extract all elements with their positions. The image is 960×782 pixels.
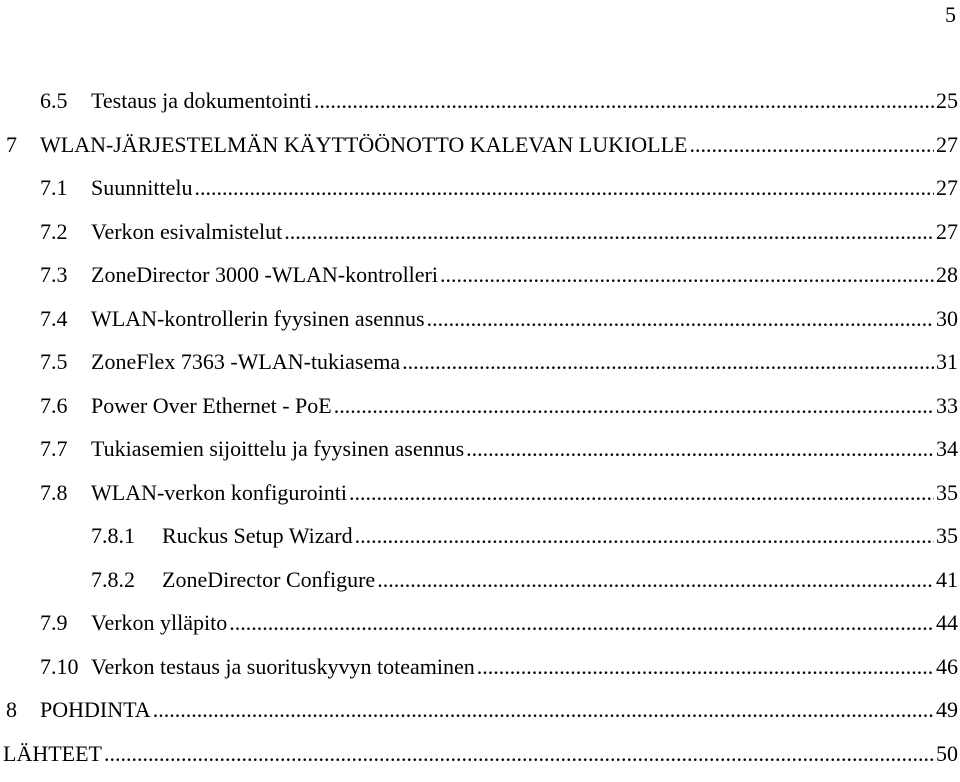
toc-entry-number: 7.9 — [40, 608, 91, 638]
toc-entry-title: Power Over Ethernet - PoE — [91, 391, 334, 421]
toc-entry[interactable] — [0, 695, 960, 739]
toc-entry[interactable] — [0, 608, 960, 652]
toc-entry-page: 31 — [934, 347, 960, 377]
toc-entry-title: Verkon ylläpito — [91, 608, 229, 638]
toc-dot-leader — [440, 260, 934, 290]
toc-entry-title: ZoneDirector 3000 -WLAN-kontrolleri — [91, 260, 440, 290]
toc-entry-page: 49 — [934, 695, 960, 725]
toc-entry[interactable] — [0, 217, 960, 261]
toc-dot-leader — [427, 304, 934, 334]
toc-entry-title: LÄHTEET — [3, 739, 104, 769]
toc-entry-page: 25 — [934, 86, 960, 116]
toc-entry-title: Ruckus Setup Wizard — [162, 521, 355, 551]
toc-entry-page: 44 — [934, 608, 960, 638]
toc-entry-number: 7.3 — [40, 260, 91, 290]
toc-entry[interactable] — [0, 565, 960, 609]
toc-dot-leader — [314, 86, 934, 116]
toc-entry-number: 7.5 — [40, 347, 91, 377]
toc-entry-page: 27 — [934, 173, 960, 203]
toc-entry-page: 27 — [934, 217, 960, 247]
toc-entry-number: 7.8.2 — [91, 565, 162, 595]
toc-entry-page: 35 — [934, 521, 960, 551]
toc-entry-page: 50 — [934, 739, 960, 769]
toc-dot-leader — [402, 347, 934, 377]
toc-entry-number: 7.4 — [40, 304, 91, 334]
toc-entry-number: 7.6 — [40, 391, 91, 421]
toc-entry-page: 33 — [934, 391, 960, 421]
toc-entry[interactable] — [0, 86, 960, 130]
toc-entry-number: 7.1 — [40, 173, 91, 203]
toc-entry[interactable] — [0, 304, 960, 348]
page-number: 5 — [945, 2, 956, 28]
toc-entry-page: 30 — [934, 304, 960, 334]
toc-entry[interactable] — [0, 434, 960, 478]
toc-dot-leader — [477, 652, 934, 682]
toc-entry-title: WLAN-JÄRJESTELMÄN KÄYTTÖÖNOTTO KALEVAN LUKIOLLE — [40, 130, 690, 160]
toc-entry-title: Testaus ja dokumentointi — [91, 86, 314, 116]
toc-entry-number: 8 — [6, 695, 40, 725]
toc-entry[interactable] — [0, 521, 960, 565]
toc-dot-leader — [229, 608, 934, 638]
toc-entry-number: 7 — [6, 130, 40, 160]
toc-entry-page: 28 — [934, 260, 960, 290]
toc-entry-page: 27 — [934, 130, 960, 160]
toc-dot-leader — [355, 521, 934, 551]
toc-entry[interactable] — [0, 173, 960, 217]
toc-dot-leader — [153, 695, 934, 725]
toc-entry-title: POHDINTA — [40, 695, 153, 725]
toc-entry-number: 7.7 — [40, 434, 91, 464]
toc-entry-number: 7.10 — [40, 652, 91, 682]
toc-entry-page: 34 — [934, 434, 960, 464]
toc-dot-leader — [466, 434, 934, 464]
toc-entry[interactable] — [0, 347, 960, 391]
toc-entry-page: 46 — [934, 652, 960, 682]
toc-entry-title: ZoneDirector Configure — [162, 565, 377, 595]
table-of-contents — [0, 86, 960, 782]
toc-entry-number: 7.2 — [40, 217, 91, 247]
toc-entry-page: 41 — [934, 565, 960, 595]
toc-entry[interactable] — [0, 478, 960, 522]
toc-dot-leader — [377, 565, 934, 595]
toc-entry[interactable] — [0, 130, 960, 174]
toc-dot-leader — [334, 391, 934, 421]
toc-entry-number: 7.8 — [40, 478, 91, 508]
toc-entry[interactable] — [0, 260, 960, 304]
toc-entry[interactable] — [0, 391, 960, 435]
toc-entry-page: 35 — [934, 478, 960, 508]
toc-entry-number: 7.8.1 — [91, 521, 162, 551]
toc-entry-title: ZoneFlex 7363 -WLAN-tukiasema — [91, 347, 402, 377]
toc-dot-leader — [194, 173, 934, 203]
toc-entry-title: Suunnittelu — [91, 173, 194, 203]
toc-dot-leader — [349, 478, 934, 508]
toc-entry-title: WLAN-verkon konfigurointi — [91, 478, 349, 508]
toc-entry-title: Tukiasemien sijoittelu ja fyysinen asennus — [91, 434, 466, 464]
toc-dot-leader — [690, 130, 935, 160]
toc-entry-title: Verkon esivalmistelut — [91, 217, 284, 247]
toc-dot-leader — [104, 739, 934, 769]
toc-entry[interactable] — [0, 652, 960, 696]
toc-dot-leader — [284, 217, 934, 247]
toc-entry-title: WLAN-kontrollerin fyysinen asennus — [91, 304, 427, 334]
toc-entry-title: Verkon testaus ja suorituskyvyn toteaminen — [91, 652, 477, 682]
toc-entry-number: 6.5 — [40, 86, 91, 116]
toc-entry[interactable] — [0, 739, 960, 782]
